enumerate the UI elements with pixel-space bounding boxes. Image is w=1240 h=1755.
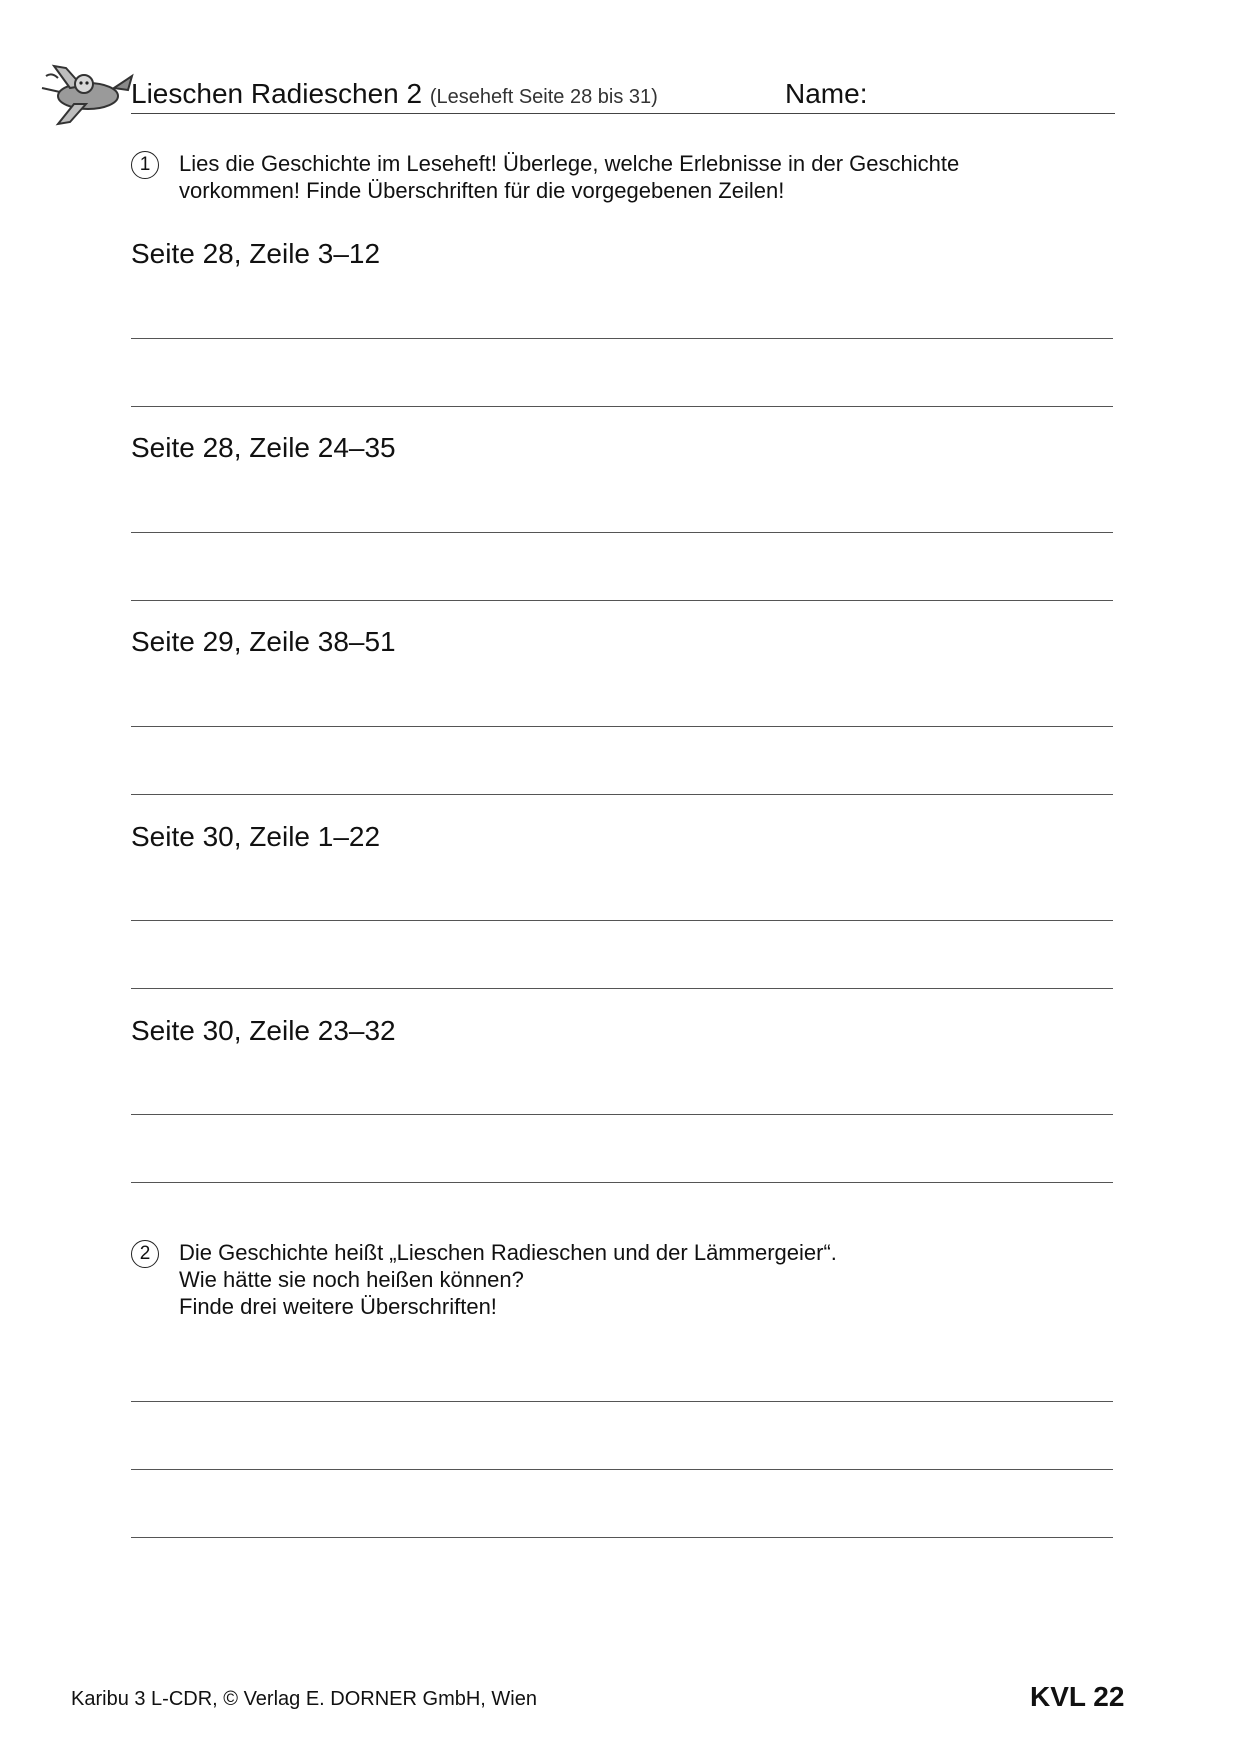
section-heading-2: Seite 28, Zeile 24–35 (131, 432, 396, 463)
answer-line[interactable] (131, 600, 1113, 601)
answer-line[interactable] (131, 1537, 1113, 1538)
task-2-instructions (179, 1239, 837, 1320)
answer-line[interactable] (131, 920, 1113, 921)
section-heading-1: Seite 28, Zeile 3–12 (131, 238, 381, 269)
task-2-line: Die Geschichte heißt „Lieschen Radieschen und der Lämmergeier“. (179, 1240, 837, 1265)
answer-line[interactable] (131, 1182, 1113, 1183)
task-1-number: 1 (131, 151, 159, 179)
answer-line[interactable] (131, 988, 1113, 989)
section-heading-5: Seite 30, Zeile 23–32 (131, 1015, 396, 1046)
task-2-number: 2 (131, 1240, 159, 1268)
answer-line[interactable] (131, 1114, 1113, 1115)
task-1-line: vorkommen! Finde Überschriften für die vorgegebenen Zeilen! (179, 178, 785, 203)
section-heading-3: Seite 29, Zeile 38–51 (131, 626, 396, 657)
task-1-instructions (179, 150, 959, 204)
airplane-mascot-icon (40, 58, 136, 128)
answer-line[interactable] (131, 1469, 1113, 1470)
section-heading-4: Seite 30, Zeile 1–22 (131, 821, 381, 852)
footer-copyright: Karibu 3 L-CDR, © Verlag E. DORNER GmbH, Wien (71, 1688, 537, 1710)
name-rule[interactable] (131, 113, 1115, 114)
answer-line[interactable] (131, 726, 1113, 727)
task-2-line: Finde drei weitere Überschriften! (179, 1294, 497, 1319)
answer-line[interactable] (131, 532, 1113, 533)
title-main: Lieschen Radieschen 2 (131, 78, 423, 109)
name-label: Name: (785, 78, 868, 109)
answer-line[interactable] (131, 794, 1113, 795)
worksheet-title (131, 78, 658, 110)
answer-line[interactable] (131, 338, 1113, 339)
page-code: KVL 22 (1030, 1681, 1125, 1712)
answer-line[interactable] (131, 1401, 1113, 1402)
title-subtitle: (Leseheft Seite 28 bis 31) (429, 86, 658, 108)
answer-line[interactable] (131, 406, 1113, 407)
task-2-line: Wie hätte sie noch heißen können? (179, 1267, 524, 1292)
task-1-line: Lies die Geschichte im Leseheft! Überlege, welche Erlebnisse in der Geschichte (179, 151, 960, 176)
